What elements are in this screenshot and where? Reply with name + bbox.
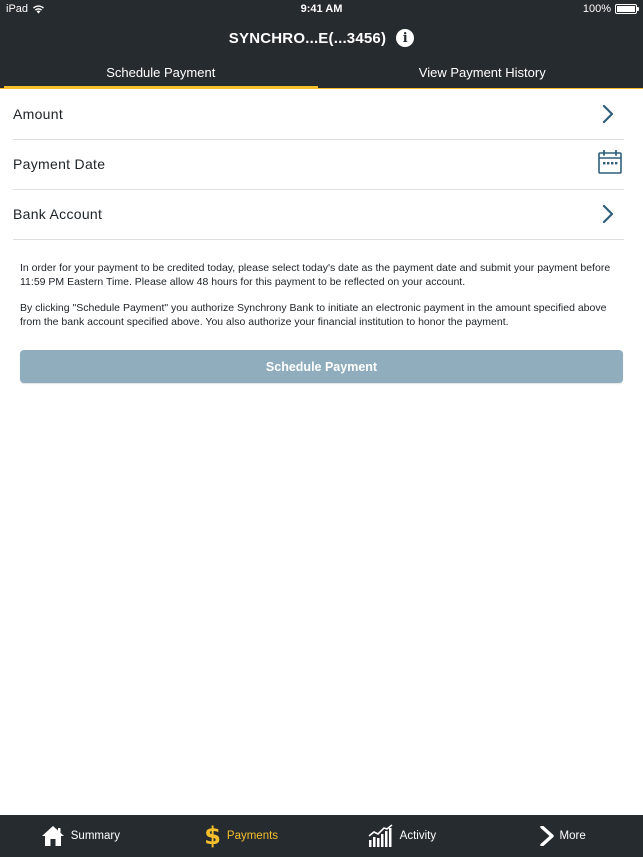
- chevron-right-icon: [540, 826, 554, 846]
- amount-row[interactable]: [13, 89, 624, 140]
- status-right: [583, 3, 637, 15]
- status-time: 9:41 AM: [300, 3, 343, 15]
- nav-activity[interactable]: [322, 815, 483, 857]
- disclaimer-deadline-text: In order for your payment to be credited today, please select today's date as the payment date and submit your payment before 11:59 PM Eastern Time. Please allow 48 hours for this payment to be reflected on your account.: [20, 262, 611, 288]
- nav-payments[interactable]: [161, 815, 322, 857]
- nav-more[interactable]: [482, 815, 643, 857]
- nav-payments-label: Payments: [226, 830, 279, 842]
- battery-icon: [615, 4, 637, 14]
- chevron-right-icon: [598, 202, 618, 226]
- disclaimer-authorization-text: By clicking "Schedule Payment" you authorize Synchrony Bank to initiate an electronic payment in the amount specified above from the bank account specified above. You also authorize your financial institution to honor the payment.: [20, 302, 607, 328]
- bank-account-row[interactable]: [13, 189, 624, 240]
- tab-schedule-payment[interactable]: Schedule Payment: [0, 56, 322, 89]
- payment-date-label: Payment Date: [13, 156, 106, 172]
- tab-view-payment-history[interactable]: View Payment History: [418, 65, 546, 80]
- nav-more-label: More: [559, 830, 586, 842]
- info-icon[interactable]: i: [396, 29, 414, 47]
- carrier-label: iPad: [6, 3, 29, 15]
- chevron-right-icon: [598, 102, 618, 126]
- nav-summary-label: Summary: [70, 830, 120, 842]
- status-bar: [0, 0, 643, 20]
- payment-tabs: [0, 56, 643, 89]
- payment-date-row[interactable]: [13, 139, 624, 190]
- bank-account-label: Bank Account: [13, 206, 103, 222]
- calendar-icon[interactable]: [598, 150, 622, 179]
- chart-icon: [368, 824, 394, 848]
- bottom-tab-bar: [0, 815, 643, 857]
- dollar-icon: $: [204, 822, 221, 850]
- payment-disclaimer: [20, 262, 623, 342]
- schedule-payment-button[interactable]: Schedule Payment: [20, 350, 623, 383]
- amount-label: Amount: [13, 106, 64, 122]
- nav-header: [0, 20, 643, 56]
- account-title: SYNCHRO...E(...3456): [228, 29, 387, 47]
- nav-summary[interactable]: [0, 815, 161, 857]
- home-icon: [41, 824, 65, 848]
- nav-activity-label: Activity: [399, 830, 437, 842]
- battery-percent: 100%: [582, 3, 611, 15]
